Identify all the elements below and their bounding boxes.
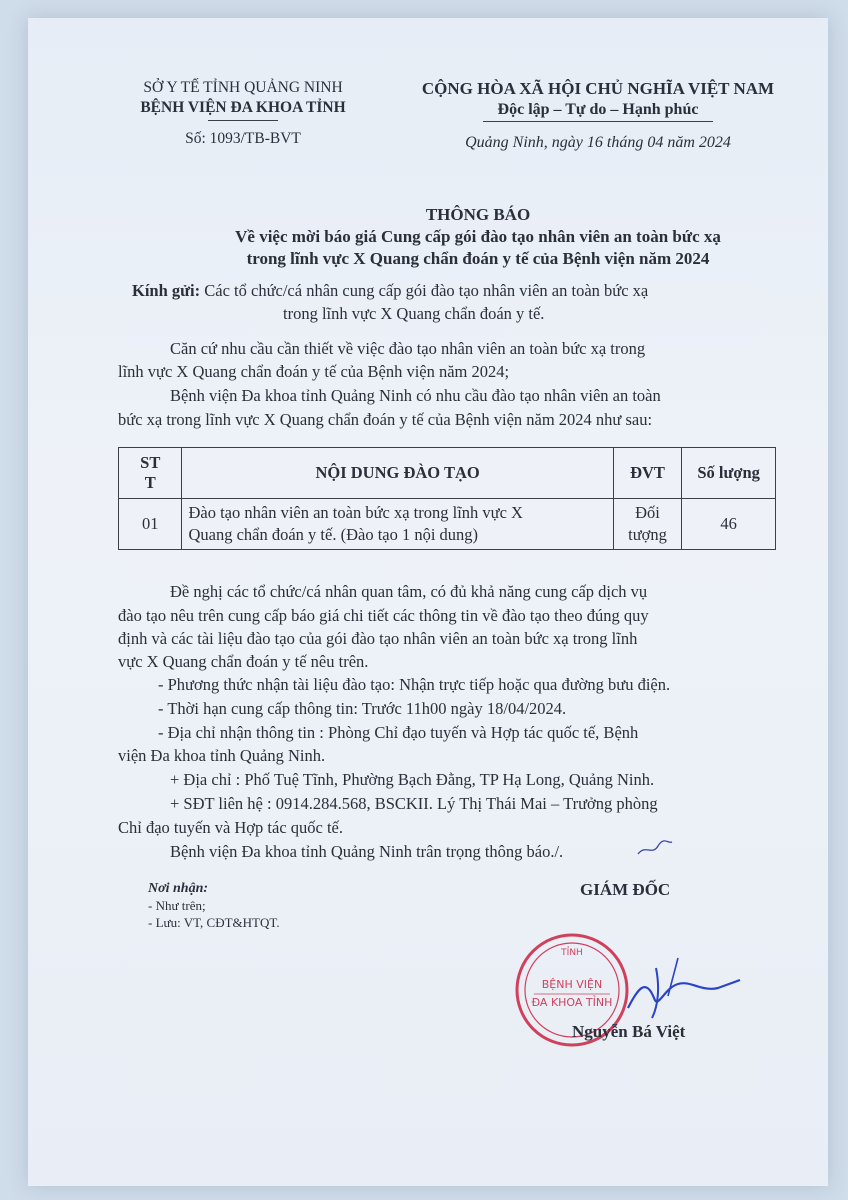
intro-line-3: Bệnh viện Đa khoa tỉnh Quảng Ninh có nhu cầu đào tạo nhân viên an toàn bbox=[170, 386, 661, 405]
national-header bbox=[388, 78, 808, 153]
document-title-block bbox=[138, 204, 818, 270]
addressee-line-2: trong lĩnh vực X Quang chẩn đoán y tế. bbox=[283, 304, 545, 323]
cell-content bbox=[182, 499, 613, 550]
national-motto: Độc lập – Tự do – Hạnh phúc bbox=[497, 101, 699, 118]
intro-line-2: lĩnh vực X Quang chẩn đoán y tế của Bệnh viện năm 2024; bbox=[118, 362, 510, 381]
recipients-label: Nơi nhận: bbox=[148, 881, 209, 896]
cell-unit-a: Đối bbox=[635, 503, 660, 522]
training-table bbox=[118, 447, 776, 550]
svg-text:BỆNH VIỆN: BỆNH VIỆN bbox=[541, 978, 603, 991]
recipient-2: - Lưu: VT, CĐT&HTQT. bbox=[148, 915, 280, 930]
cell-unit bbox=[613, 499, 682, 550]
col-header-stt-a: ST bbox=[140, 453, 161, 472]
nation-title: CỘNG HÒA XÃ HỘI CHỦ NGHĨA VIỆT NAM bbox=[421, 79, 775, 98]
addressee-line-1 bbox=[132, 280, 648, 302]
col-header-content: NỘI DUNG ĐÀO TẠO bbox=[182, 448, 613, 499]
receiving-address-line-2: viện Đa khoa tỉnh Quảng Ninh. bbox=[118, 746, 326, 765]
document-page bbox=[28, 18, 828, 1186]
addressee-label: Kính gửi: bbox=[132, 281, 201, 300]
table-row bbox=[119, 499, 776, 550]
deadline-line: - Thời hạn cung cấp thông tin: Trước 11h00 ngày 18/04/2024. bbox=[158, 699, 567, 718]
initial-mark bbox=[634, 838, 674, 860]
receiving-address-line-1: - Địa chỉ nhận thông tin : Phòng Chỉ đạo tuyến và Hợp tác quốc tế, Bệnh bbox=[158, 723, 639, 742]
cell-qty: 46 bbox=[682, 499, 776, 550]
cell-stt: 01 bbox=[119, 499, 182, 550]
table-header-row bbox=[119, 448, 776, 499]
request-line-3: định và các tài liệu đào tạo của gói đào tạo nhân viên an toàn bức xạ trong lĩnh bbox=[118, 629, 638, 648]
col-header-qty: Số lượng bbox=[682, 448, 776, 499]
request-line-4: vực X Quang chẩn đoán y tế nêu trên. bbox=[118, 652, 369, 671]
place-date: Quảng Ninh, ngày 16 tháng 04 năm 2024 bbox=[465, 134, 731, 151]
org-line-1: SỞ Y TẾ TỈNH QUẢNG NINH bbox=[143, 79, 343, 96]
col-header-stt-b: T bbox=[144, 473, 156, 492]
handwritten-signature-icon bbox=[598, 948, 748, 1028]
intro-line-1: Căn cứ nhu cầu cần thiết về việc đào tạo nhân viên an toàn bức xạ trong bbox=[170, 339, 646, 358]
svg-text:ĐA KHOA TỈNH: ĐA KHOA TỈNH bbox=[531, 996, 613, 1009]
motto-underline bbox=[483, 121, 713, 122]
method-line: - Phương thức nhận tài liệu đào tạo: Nhận trực tiếp hoặc qua đường bưu điện. bbox=[158, 675, 671, 694]
request-line-2: đào tạo nêu trên cung cấp báo giá chi tiết các thông tin về đào tạo theo đúng quy bbox=[118, 606, 649, 625]
request-line-1: Đề nghị các tổ chức/cá nhân quan tâm, có đủ khả năng cung cấp dịch vụ bbox=[170, 582, 648, 601]
document-title: THÔNG BÁO bbox=[425, 205, 531, 224]
signer-name: Nguyễn Bá Việt bbox=[572, 1022, 686, 1041]
addressee-text-1: Các tổ chức/cá nhân cung cấp gói đào tạo nhân viên an toàn bức xạ bbox=[200, 281, 649, 300]
document-subject-1: Về việc mời báo giá Cung cấp gói đào tạo nhân viên an toàn bức xạ bbox=[235, 227, 721, 246]
document-number: Số: 1093/TB-BVT bbox=[185, 130, 301, 147]
recipients-block bbox=[148, 880, 280, 931]
col-header-stt bbox=[119, 448, 182, 499]
document-subject-2: trong lĩnh vực X Quang chẩn đoán y tế của Bệnh viện năm 2024 bbox=[246, 249, 710, 268]
cell-content-b: Quang chẩn đoán y tế. (Đào tạo 1 nội dung) bbox=[188, 525, 479, 544]
closing-line: Bệnh viện Đa khoa tỉnh Quảng Ninh trân trọng thông báo./. bbox=[170, 842, 564, 861]
signer-role: GIÁM ĐỐC bbox=[580, 880, 671, 899]
svg-text:TỈNH: TỈNH bbox=[561, 948, 583, 958]
org-underline bbox=[208, 120, 278, 121]
col-header-unit: ĐVT bbox=[613, 448, 682, 499]
phone-line-1: + SĐT liên hệ : 0914.284.568, BSCKII. Lý Thị Thái Mai – Trưởng phòng bbox=[170, 794, 658, 813]
org-line-2: BỆNH VIỆN ĐA KHOA TỈNH bbox=[140, 99, 346, 116]
intro-line-4: bức xạ trong lĩnh vực X Quang chẩn đoán y tế của Bệnh viện năm 2024 như sau: bbox=[118, 410, 653, 429]
issuing-organization bbox=[108, 78, 378, 149]
cell-unit-b: tượng bbox=[628, 525, 667, 544]
street-address-line: + Địa chỉ : Phố Tuệ Tĩnh, Phường Bạch Đằng, TP Hạ Long, Quảng Ninh. bbox=[170, 770, 655, 789]
phone-line-2: Chỉ đạo tuyến và Hợp tác quốc tế. bbox=[118, 818, 343, 837]
recipient-1: - Như trên; bbox=[148, 898, 206, 913]
cell-content-a: Đào tạo nhân viên an toàn bức xạ trong lĩnh vực X bbox=[188, 503, 523, 522]
